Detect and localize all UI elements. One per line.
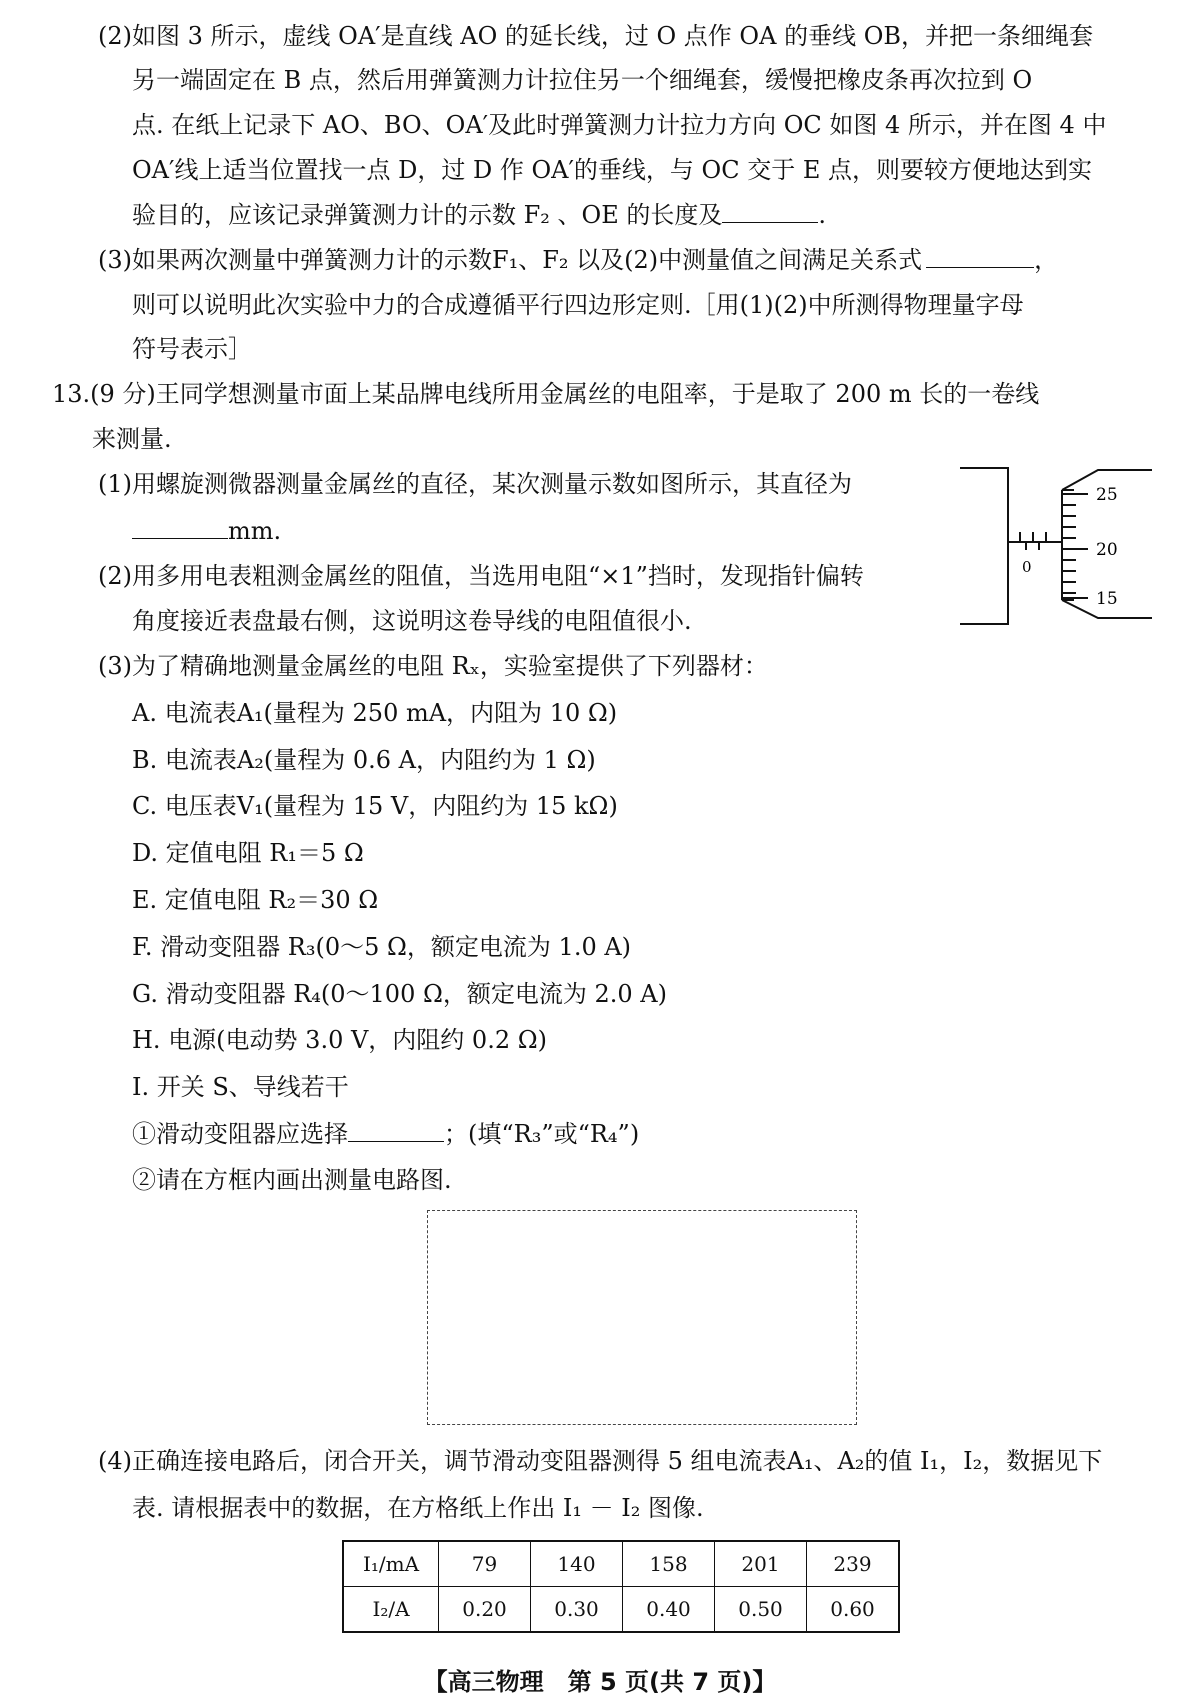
q13-intro-line1: 13.(9 分)王同学想测量市面上某品牌电线所用金属丝的电阻率，于是取了 200 m 长的一卷线 [52,380,1040,408]
q13-p1-line1: (1)用螺旋测微器测量金属丝的直径，某次测量示数如图所示，其直径为 [98,470,852,498]
equip-item-c: C. 电压表V₁(量程为 15 V，内阻约为 15 kΩ) [132,792,618,820]
table-cell: 158 [623,1541,715,1587]
table-cell: 79 [439,1541,531,1587]
equip-item-e: E. 定值电阻 R₂＝30 Ω [132,886,379,914]
page-footer: 【高三物理 第 5 页(共 7 页)】 [423,1668,777,1696]
micrometer-zero-label: 0 [1022,558,1032,576]
micrometer-frame [960,468,1008,624]
q13-p3-line1: (3)为了精确地测量金属丝的电阻 Rₓ，实验室提供了下列器材： [98,652,768,680]
q13-p4-line1: (4)正确连接电路后，闭合开关，调节滑动变阻器测得 5 组电流表A₁、A₂的值 I₁，I₂，数据见下 [98,1447,1103,1475]
micrometer-tick-15: 15 [1096,589,1118,609]
table-cell: 201 [715,1541,807,1587]
table-row-header: I₁/mA [343,1541,439,1587]
q13-sub1-text: ①滑动变阻器应选择 [132,1120,348,1148]
micrometer-figure [958,460,1154,630]
table-cell: 239 [807,1541,900,1587]
q13-intro-line2: 来测量. [92,425,172,453]
q13-p1-line2 [132,515,281,547]
q13-p2-line1: (2)用多用电表粗测金属丝的阻值，当选用电阻“×1”挡时，发现指针偏转 [98,562,864,590]
q13-p1-unit: mm. [228,517,282,545]
equip-item-f: F. 滑动变阻器 R₃(0～5 Ω，额定电流为 1.0 A) [132,933,632,961]
answer-blank-q12-2[interactable] [722,200,818,223]
equip-item-b: B. 电流表A₂(量程为 0.6 A，内阻约为 1 Ω) [132,746,596,774]
micrometer-tick-20: 20 [1096,540,1118,560]
q13-sub2: ②请在方框内画出测量电路图. [132,1166,452,1194]
q12-p2-line3: 点. 在纸上记录下 AO、BO、OA′及此时弹簧测力计拉力方向 OC 如图 4 所示，并在图 4 中 [132,111,1107,139]
q12-p3-line2: 则可以说明此次实验中力的合成遵循平行四边形定则.［用(1)(2)中所测得物理量字母 [132,291,1024,319]
table-cell: 140 [531,1541,623,1587]
table-cell: 0.30 [531,1587,623,1633]
table-cell: 0.20 [439,1587,531,1633]
micrometer-tick-25: 25 [1096,485,1118,505]
answer-blank-q12-3[interactable] [926,245,1034,268]
q12-p2-line5 [132,199,826,231]
table-cell: 0.40 [623,1587,715,1633]
q12-p3-line1 [98,244,1058,276]
q12-p2-line4: OA′线上适当位置找一点 D，过 D 作 OA′的垂线，与 OC 交于 E 点，则要较方便地达到实 [132,156,1092,184]
table-cell: 0.50 [715,1587,807,1633]
q12-p2-line1: (2)如图 3 所示，虚线 OA′是直线 AO 的延长线，过 O 点作 OA 的垂线 OB，并把一条细绳套 [98,22,1094,50]
q12-p3-line1-end: ， [1034,246,1059,274]
equip-item-a: A. 电流表A₁(量程为 250 mA，内阻为 10 Ω) [132,699,618,727]
equip-item-h: H. 电源(电动势 3.0 V，内阻约 0.2 Ω) [132,1026,547,1054]
q13-sub1 [132,1118,639,1150]
table-row-header: I₂/A [343,1587,439,1633]
equip-item-i: I. 开关 S、导线若干 [132,1073,349,1101]
circuit-drawing-box[interactable] [427,1210,857,1425]
equip-item-d: D. 定值电阻 R₁＝5 Ω [132,839,364,867]
q12-p2-line5-text: 验目的，应该记录弹簧测力计的示数 F₂ 、OE 的长度及 [132,201,723,229]
current-data-table [342,1540,900,1633]
q13-p4-line2: 表. 请根据表中的数据，在方格纸上作出 I₁ － I₂ 图像. [132,1494,704,1522]
q12-p3-line3: 符号表示］ [132,335,252,363]
table-row [343,1587,899,1633]
answer-blank-rheostat[interactable] [348,1119,444,1142]
answer-blank-q13-1[interactable] [132,516,228,539]
q12-p3-line1-text: (3)如果两次测量中弹簧测力计的示数F₁、F₂ 以及(2)中测量值之间满足关系式 [98,246,923,274]
q13-p2-line2: 角度接近表盘最右侧，这说明这卷导线的电阻值很小. [132,607,692,635]
q13-sub1-hint: ；(填“R₃”或“R₄”) [444,1120,640,1148]
equip-item-g: G. 滑动变阻器 R₄(0～100 Ω，额定电流为 2.0 A) [132,980,667,1008]
table-cell: 0.60 [807,1587,900,1633]
q12-p2-line2: 另一端固定在 B 点，然后用弹簧测力计拉住另一个细绳套，缓慢把橡皮条再次拉到 O [132,66,1033,94]
table-row [343,1541,899,1587]
q12-p2-line5-end: . [818,201,826,229]
